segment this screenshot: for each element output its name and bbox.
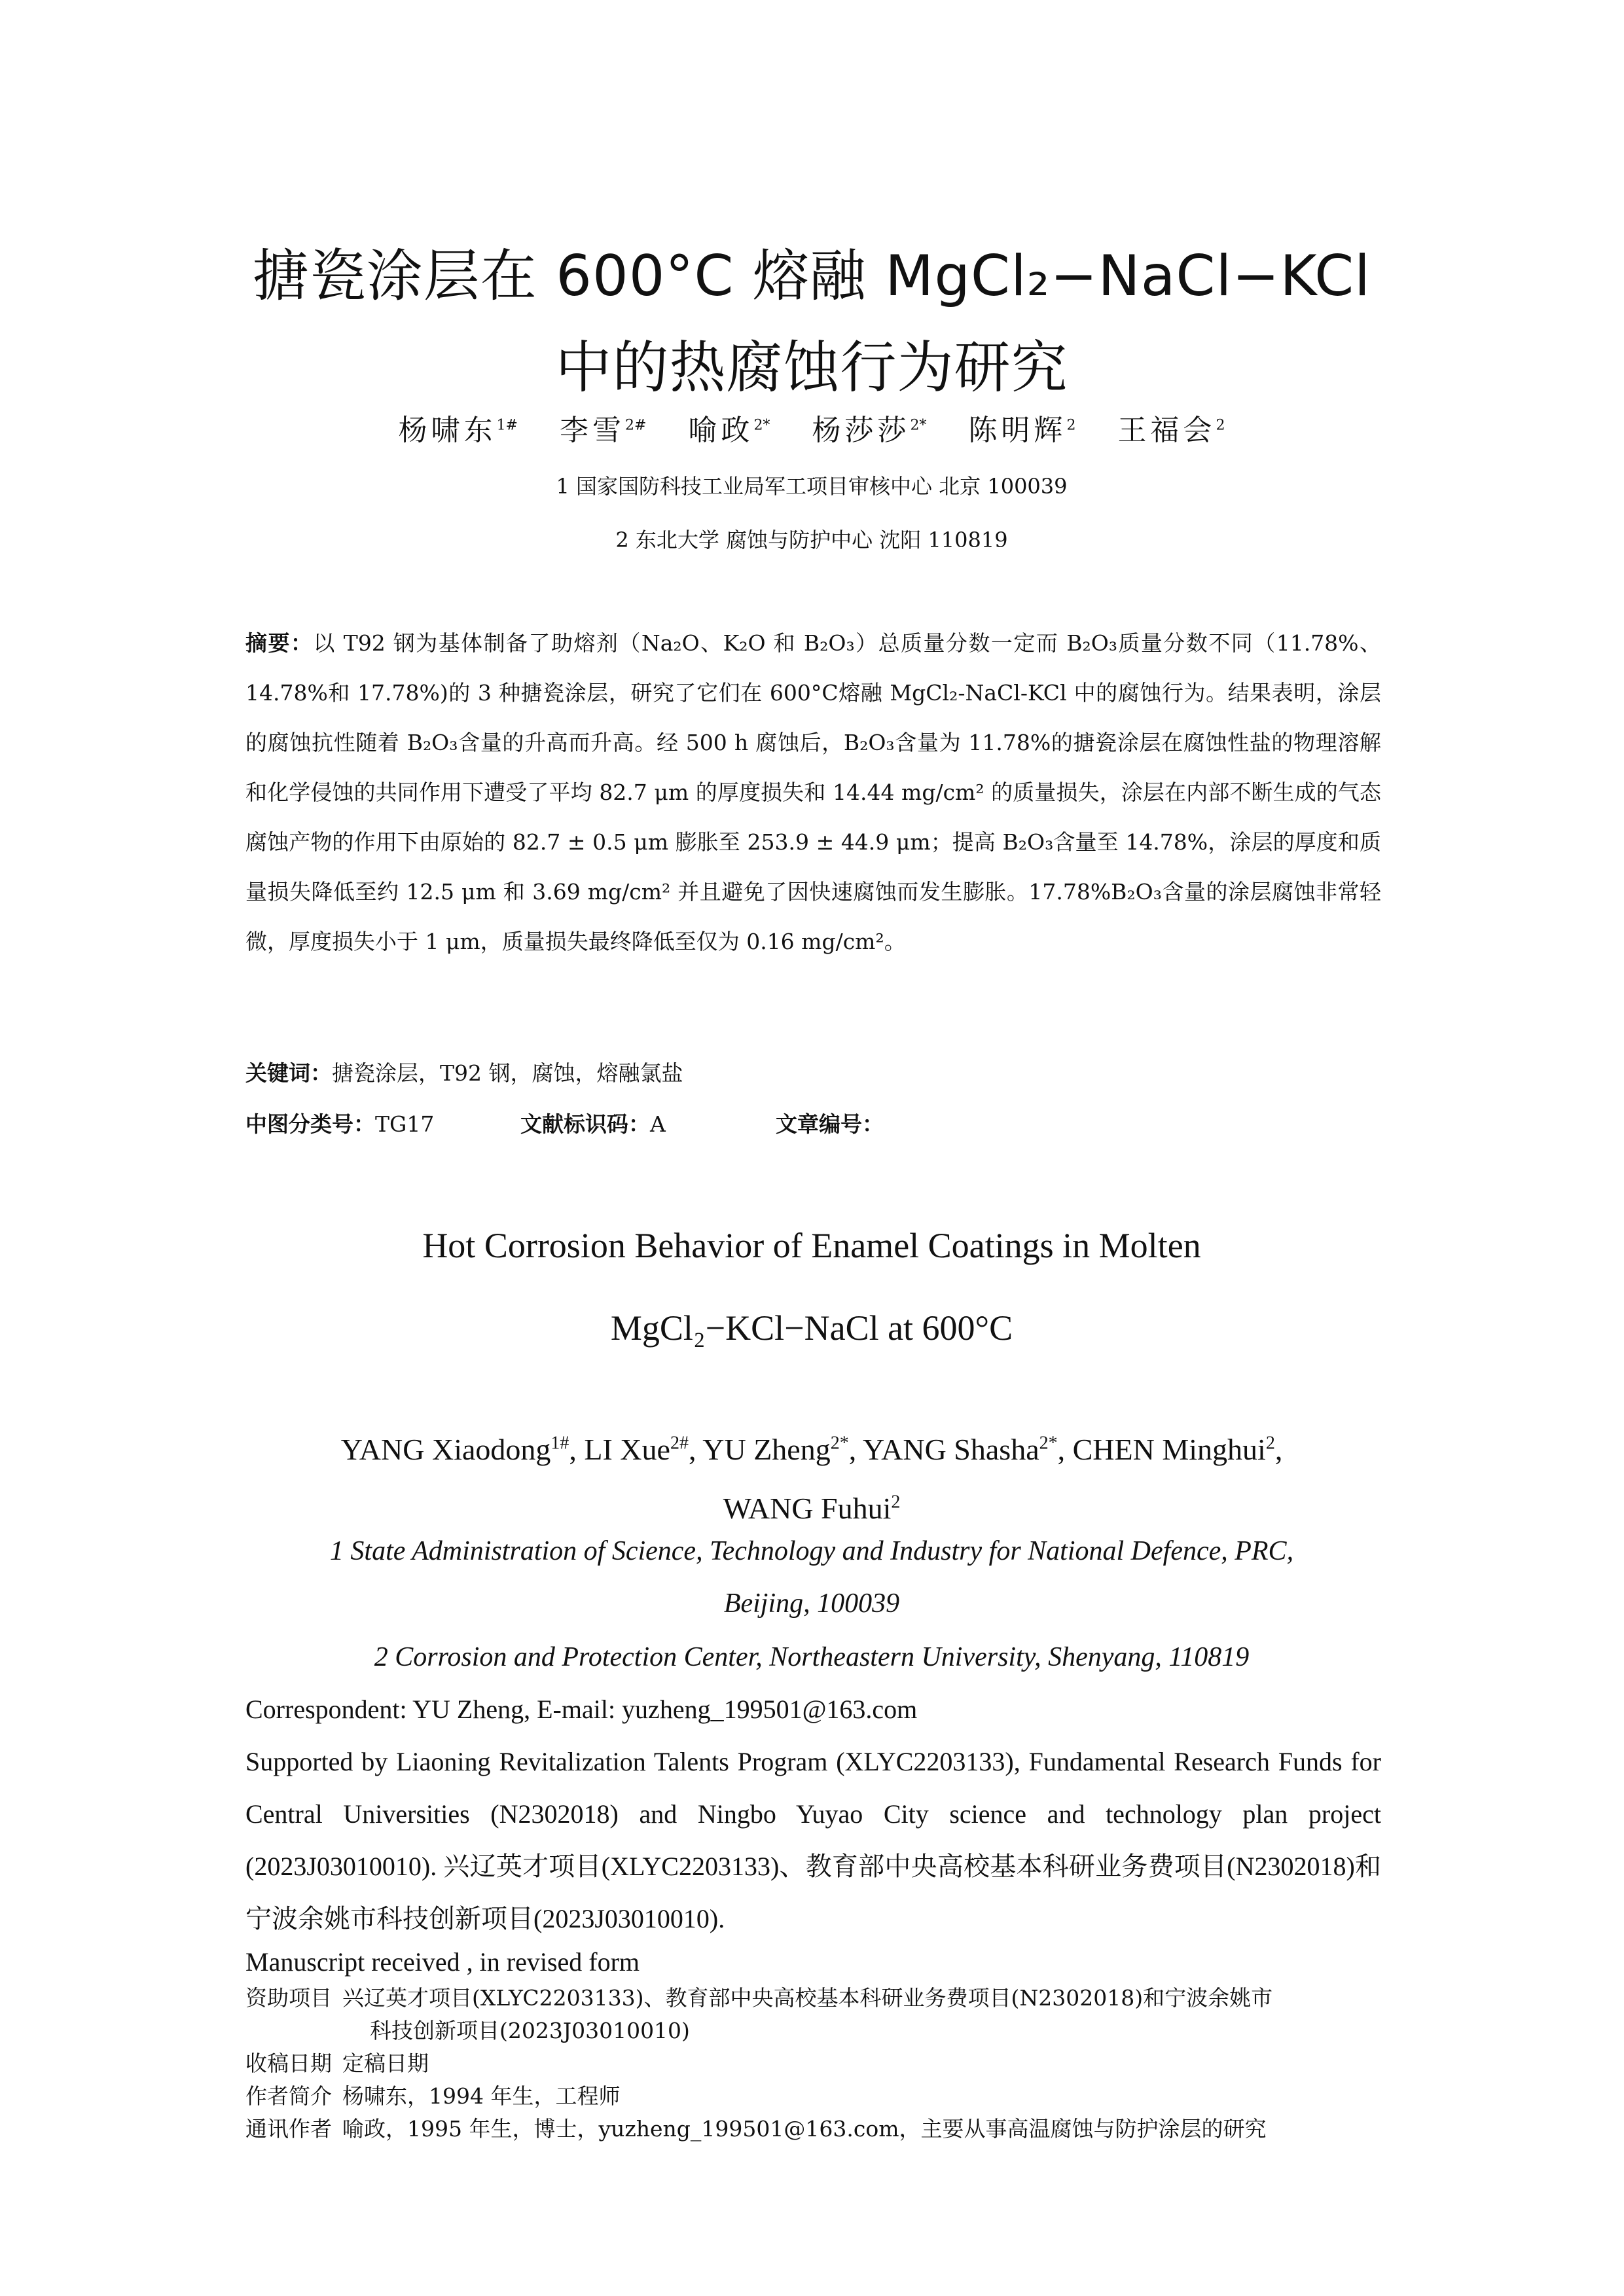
en-author: WANG Fuhui$^2$ bbox=[723, 1491, 901, 1525]
cn-title bbox=[196, 230, 1427, 414]
en-author: CHEN Minghui$^2$, bbox=[1072, 1433, 1283, 1467]
manuscript-received: Manuscript received , in revised form bbox=[245, 1947, 640, 1977]
en-affiliation-2: 2 Corrosion and Protection Center, Northeastern University, Shenyang, 110819 bbox=[374, 1642, 1250, 1672]
keywords-label: 关键词： bbox=[245, 1060, 332, 1086]
cn-title-line1: 搪瓷涂层在 600°C 熔融 MgCl₂−NaCl−KCl bbox=[252, 243, 1371, 309]
en-author: YU Zheng$^{2*}$, bbox=[702, 1433, 863, 1467]
en-author: YANG Shasha$^{2*}$, bbox=[863, 1433, 1073, 1467]
cn-affiliation-2: 2 东北大学 腐蚀与防护中心 沈阳 110819 bbox=[615, 528, 1008, 552]
classification-row bbox=[245, 1100, 1381, 1149]
cn-author: 王福会$^2$ bbox=[1117, 413, 1225, 447]
cn-keywords bbox=[245, 1049, 1381, 1098]
abstract-text: 以 T92 钢为基体制备了助熔剂（Na₂O、K₂O 和 B₂O₃）总质量分数一定而 B₂O₃质量分数不同（11.78%、14.78%和 17.78%)的 3 种搪瓷涂层，研究了它们在 600°C熔融 MgCl₂-NaCl-KCl 中的腐蚀行为。结果表明，涂层的腐蚀抗性随着 B₂O₃含量的升高而升高。经 500 h 腐蚀后，B₂O₃含量为 11.78%的搪瓷涂层在腐蚀性盐的物理溶解和化学侵蚀的共同作用下遭受了平均 82.7 μm 的厚度损失和 14.44 mg/cm² 的质量损失，涂层在内部不断生成的气态腐蚀产物的作用下由原始的 82.7 ± 0.5 μm 膨胀至 253.9 ± 44.9 μm；提高 B₂O₃含量至 14.78%，涂层的厚度和质量损失降低至约 12.5 μm 和 3.69 mg/cm² 并且避免了因快速腐蚀而发生膨胀。17.78%B₂O₃含量的涂层腐蚀非常轻微，厚度损失小于 1 μm，质量损失最终降低至仅为 0.16 mg/cm²。 bbox=[245, 630, 1381, 954]
en-title-line1: Hot Corrosion Behavior of Enamel Coatings in Molten bbox=[422, 1226, 1201, 1265]
clc-value: TG17 bbox=[375, 1111, 435, 1137]
supported-by: Supported by Liaoning Revitalization Talents Program (XLYC2203133), Fundamental Research Funds for Central Universities (N2302018) and Ningbo Yuyao City science and technology plan project (2023J03010010). 兴辽英才项目(XLYC2203133)、教育部中央高校基本科研业务费项目(N2302018)和宁波余姚市科技创新项目(2023J03010010). bbox=[245, 1747, 1381, 1933]
en-affiliation-1: 1 State Administration of Science, Technology and Industry for National Defence, PRC, Beijing, 100039 bbox=[329, 1536, 1294, 1619]
footnote-funding: 资助项目 兴辽英才项目(XLYC2203133)、教育部中央高校基本科研业务费项目(N2302018)和宁波余姚市 bbox=[245, 1985, 1273, 2011]
footnote-bio: 作者简介 杨啸东，1994 年生，工程师 bbox=[245, 2083, 621, 2109]
cn-title-line2: 中的热腐蚀行为研究 bbox=[555, 335, 1068, 401]
clc-label: 中图分类号： bbox=[245, 1111, 375, 1137]
article-number-label: 文章编号： bbox=[776, 1111, 884, 1137]
doc-code-label: 文献标识码： bbox=[520, 1111, 650, 1137]
cn-author: 杨啸东$^{1\#}$ bbox=[398, 413, 518, 447]
en-author: LI Xue$^{2\#}$, bbox=[584, 1433, 703, 1467]
en-authors bbox=[262, 1418, 1362, 1535]
footnote-corresponding: 通讯作者 喻政，1995 年生，博士，yuzheng_199501@163.com，主要从事高温腐蚀与防护涂层的研究 bbox=[245, 2116, 1267, 2142]
en-title-line2: MgCl₂−KCl−NaCl at 600°C bbox=[610, 1308, 1013, 1348]
cn-author: 李雪$^{2\#}$ bbox=[560, 413, 647, 447]
doc-code-value: A bbox=[650, 1111, 666, 1137]
cn-authors bbox=[196, 406, 1427, 450]
en-author: YANG Xiaodong$^{1\#}$, bbox=[340, 1433, 585, 1467]
en-title bbox=[196, 1204, 1427, 1369]
cn-author: 喻政$^{2*}$ bbox=[688, 413, 770, 447]
footnotes bbox=[245, 1982, 1381, 2145]
correspondent-line: Correspondent: YU Zheng, E-mail: yuzheng_199501@163.com bbox=[245, 1695, 918, 1724]
cn-author: 杨莎莎$^{2*}$ bbox=[812, 413, 927, 447]
cn-affiliation-1: 1 国家国防科技工业局军工项目审核中心 北京 100039 bbox=[556, 474, 1068, 499]
cn-abstract bbox=[245, 619, 1381, 967]
footnote-funding-cont: 科技创新项目(2023J03010010) bbox=[370, 2018, 690, 2043]
footnote-received: 收稿日期 定稿日期 bbox=[245, 2051, 429, 2076]
cn-author: 陈明辉$^2$ bbox=[968, 413, 1076, 447]
keywords-text: 搪瓷涂层，T92 钢，腐蚀，熔融氯盐 bbox=[332, 1060, 683, 1086]
abstract-label: 摘要： bbox=[245, 630, 314, 656]
